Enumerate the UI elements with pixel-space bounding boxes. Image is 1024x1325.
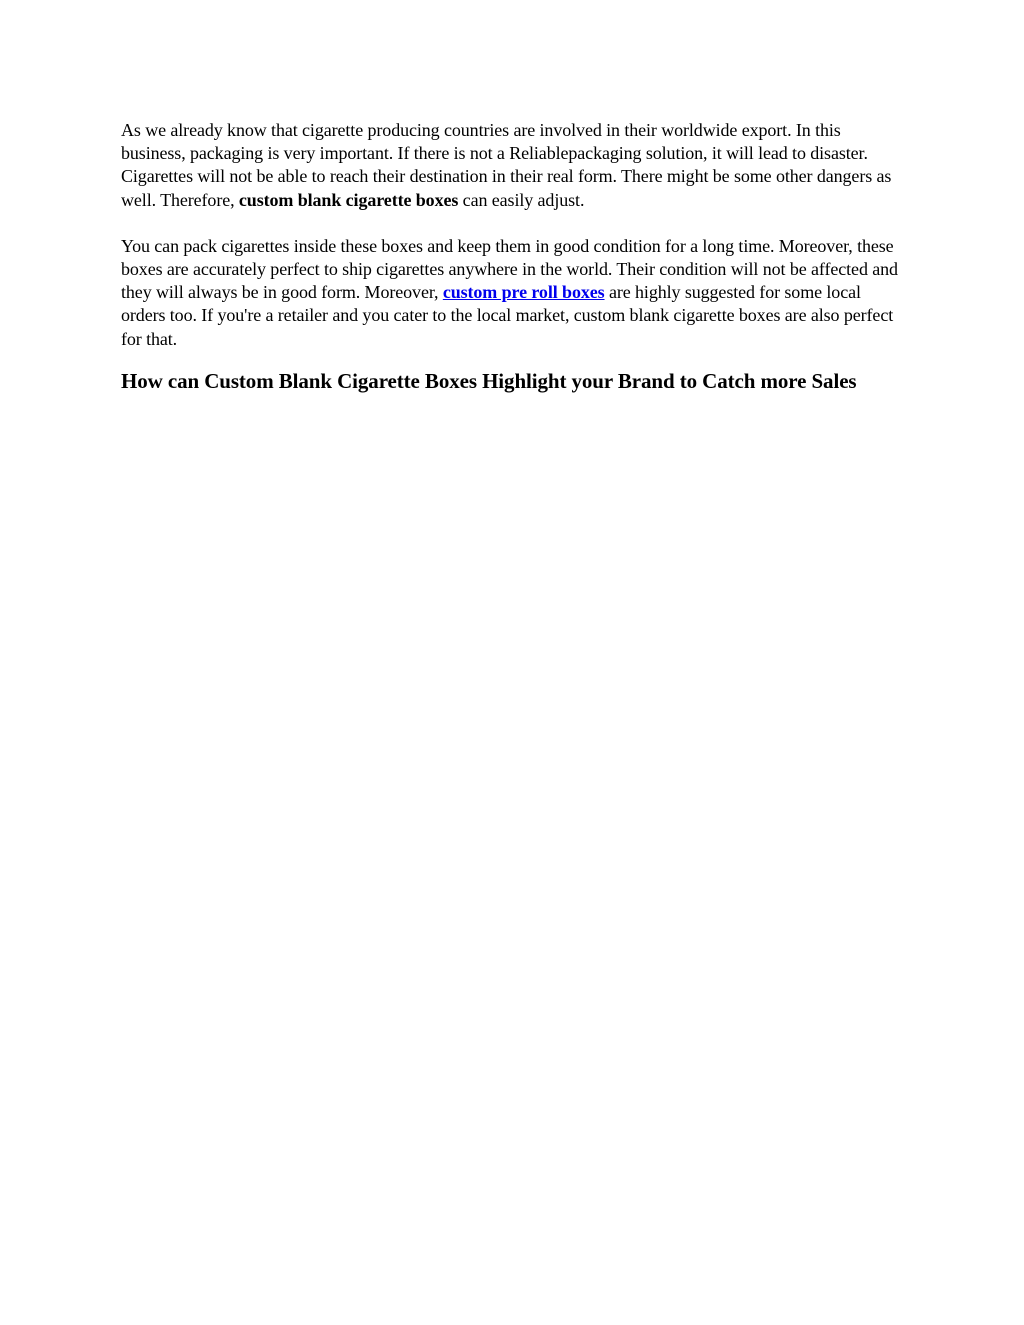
paragraph-2-text-before: You can pack cigarettes inside these boxes and keep them in good condition for a long time. Moreover, these boxes are accurately perfect to ship cigarettes anywhere in the world. Their condition will not be affected and they will always be in good form. Moreover, [121,235,898,303]
paragraph-1-text-before: As we already know that cigarette producing countries are involved in their worldwide export. In this business, packaging is very important. If there is not a Reliablepackaging solution, it will lead to disaster. Cigarettes will not be able to reach their destination in their real form. There might be some other dangers as well. Therefore, [121,120,892,210]
paragraph-2-text-after: are highly suggested for some local orders too. If you're a retailer and you cater to the local market, custom blank cigarette boxes are also perfect for that. [121,282,894,349]
paragraph-1-text-after: can easily adjust. [458,189,585,210]
paragraph-export-packaging [121,119,907,212]
paragraph-pack-cigarettes [121,235,907,351]
custom-pre-roll-boxes-link[interactable]: custom pre roll boxes [442,282,605,303]
bold-phrase-custom-blank-cigarette-boxes: custom blank cigarette boxes [238,189,459,210]
section-heading: How can Custom Blank Cigarette Boxes Highlight your Brand to Catch more Sales [121,368,857,393]
document-body [121,119,907,394]
